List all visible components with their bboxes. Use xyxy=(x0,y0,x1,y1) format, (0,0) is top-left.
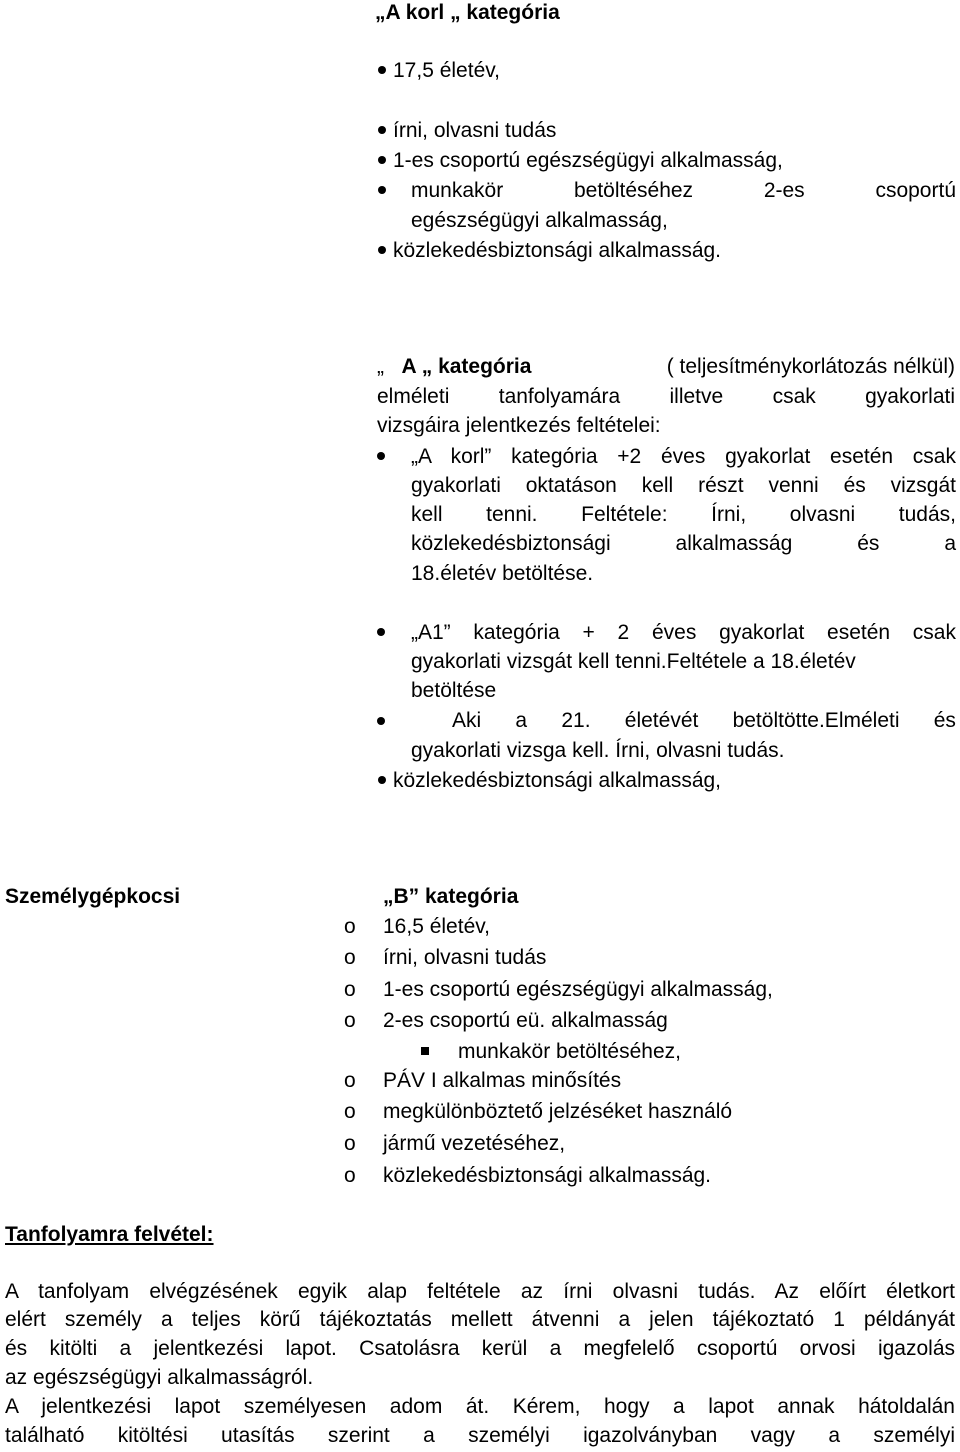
paragraph-line: A tanfolyam elvégzésének egyik alap feltétele az írni olvasni tudás. Az előírt életkort xyxy=(5,1280,955,1303)
section1-item-cont: egészségügyi alkalmasság, xyxy=(411,209,668,232)
bullet1-line: kell tenni. Feltétele: Írni, olvasni tudás, xyxy=(411,503,956,526)
word: a xyxy=(944,532,956,555)
word: csoportú xyxy=(875,179,956,202)
word: 2-es xyxy=(763,179,805,202)
word: munkakör xyxy=(411,179,504,202)
o-bullet: o xyxy=(344,946,356,969)
paragraph-line: az egészségügyi alkalmasságról. xyxy=(5,1366,314,1389)
word: és xyxy=(857,532,880,555)
section2-intro-line2: elméleti tanfolyamára illetve csak gyakorlati xyxy=(377,385,955,408)
o-bullet: o xyxy=(344,978,356,1001)
section3-item: megkülönböztető jelzéséket használó xyxy=(383,1100,733,1123)
section3-item: írni, olvasni tudás xyxy=(383,946,547,969)
bullet-dot xyxy=(378,186,386,194)
bullet1-line: „A korl” kategória +2 éves gyakorlat esetén csak xyxy=(411,445,956,468)
word: közlekedésbiztonsági xyxy=(411,532,611,555)
bullet3-line-justified xyxy=(452,706,956,735)
bullet-dot xyxy=(378,126,386,134)
section3-item: közlekedésbiztonsági alkalmasság. xyxy=(383,1164,712,1187)
paragraph-line: található kitöltési utasítás szerint a személyi igazolványban vagy a személyi xyxy=(5,1424,955,1447)
bullet-dot xyxy=(378,776,386,784)
quote-mark: „ xyxy=(377,355,384,378)
bullet-dot xyxy=(378,66,386,74)
bullet1-line: gyakorlati oktatáson kell részt venni és vizsgát xyxy=(411,474,956,497)
section4-heading: Tanfolyamra felvétel: xyxy=(5,1223,214,1246)
section3-item: 1-es csoportú egészségügyi alkalmasság, xyxy=(383,978,773,1001)
bullet1-line-justified xyxy=(411,529,956,558)
o-bullet: o xyxy=(344,915,356,938)
word: alkalmasság xyxy=(675,532,793,555)
o-bullet: o xyxy=(344,1100,356,1123)
o-bullet: o xyxy=(344,1132,356,1155)
bullet2-line: „A1” kategória + 2 éves gyakorlat esetén csak xyxy=(411,621,956,644)
bullet-dot xyxy=(378,156,386,164)
section3-left-label: Személygépkocsi xyxy=(5,885,181,908)
bullet-dot xyxy=(378,246,386,254)
bullet4-line: közlekedésbiztonsági alkalmasság, xyxy=(393,769,722,792)
intro-rest: ( teljesítménykorlátozás nélkül) xyxy=(666,355,955,378)
section1-item: írni, olvasni tudás xyxy=(393,119,557,142)
bullet1-line: 18.életév betöltése. xyxy=(411,562,594,585)
section3-sub-item: munkakör betöltéséhez, xyxy=(458,1040,681,1063)
bullet2-line: betöltése xyxy=(411,679,497,702)
section2-intro-line1 xyxy=(377,352,955,381)
o-bullet: o xyxy=(344,1009,356,1032)
section1-item-justified xyxy=(411,176,956,205)
bullet-dot xyxy=(377,717,385,725)
paragraph-line: A jelentkezési lapot személyesen adom át. Kérem, hogy a lapot annak hátoldalán xyxy=(5,1395,955,1418)
section1-item: közlekedésbiztonsági alkalmasság. xyxy=(393,239,722,262)
word: életévét xyxy=(624,709,699,732)
section3-item: PÁV I alkalmas minősítés xyxy=(383,1069,622,1092)
word: és xyxy=(933,709,956,732)
o-bullet: o xyxy=(344,1164,356,1187)
section2-intro-line3: vizsgáira jelentkezés feltételei: xyxy=(377,414,661,437)
section3-item: 2-es csoportú eü. alkalmasság xyxy=(383,1009,668,1032)
section1-title: „A korl „ kategória xyxy=(375,1,560,24)
word: betöltötte.Elméleti xyxy=(732,709,900,732)
bullet-dot xyxy=(377,628,385,636)
square-bullet xyxy=(421,1047,429,1055)
bullet3-line: gyakorlati vizsga kell. Írni, olvasni tudás. xyxy=(411,739,785,762)
section1-item: 1-es csoportú egészségügyi alkalmasság, xyxy=(393,149,783,172)
word: betöltéséhez xyxy=(573,179,694,202)
intro-head xyxy=(377,352,531,381)
section3-item: 16,5 életév, xyxy=(383,915,491,938)
section3-item: jármű vezetéséhez, xyxy=(383,1132,566,1155)
intro-bold: A „ kategória xyxy=(401,355,532,378)
word: a xyxy=(515,709,528,732)
bullet2-line: gyakorlati vizsgát kell tenni.Feltétele a 18.életév xyxy=(411,650,856,673)
word: 21. xyxy=(561,709,591,732)
paragraph-line: és kitölti a jelentkezési lapot. Csatolásra kerül a megfelelő csoportú orvosi igazolás xyxy=(5,1337,955,1360)
bullet-dot xyxy=(377,452,385,460)
paragraph-line: elért személy a teljes körű tájékoztatás mellett átvenni a jelen tájékoztató 1 példányát xyxy=(5,1308,955,1331)
section1-item: 17,5 életév, xyxy=(393,59,501,82)
o-bullet: o xyxy=(344,1069,356,1092)
word: Aki xyxy=(452,709,482,732)
section3-title: „B” kategória xyxy=(383,885,519,908)
